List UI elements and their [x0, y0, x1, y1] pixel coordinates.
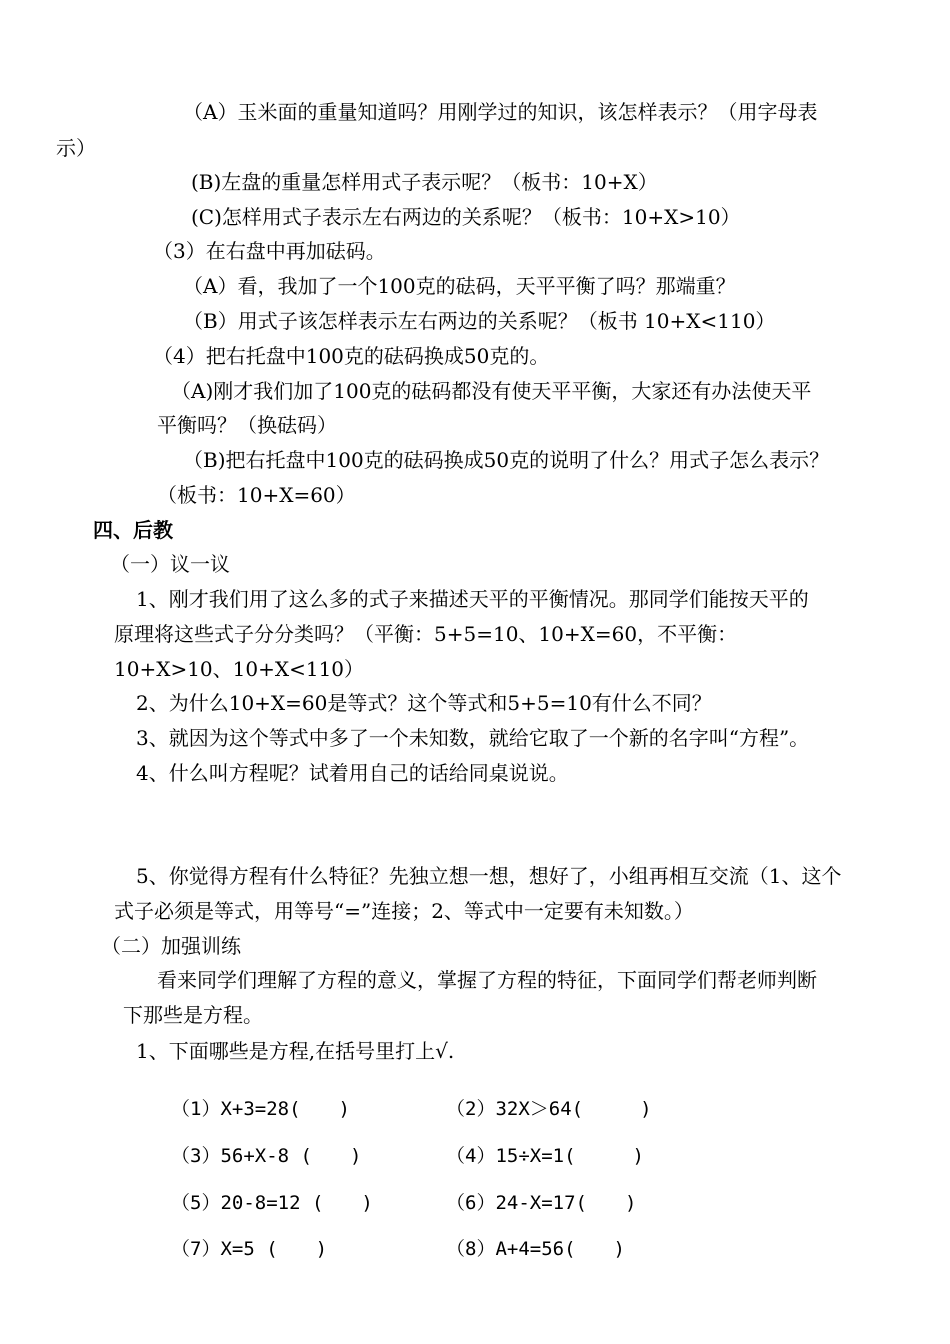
exercise-instruction: 1、下面哪些是方程,在括号里打上√.: [136, 1039, 455, 1063]
exercise-item: （5）20-8=12 ( ): [171, 1192, 373, 1214]
exercise-item: （1）X+3=28( ): [171, 1098, 350, 1120]
exercise-item: （6）24-X=17( ): [446, 1192, 637, 1214]
text-line: （A)刚才我们加了100克的砝码都没有使天平平衡，大家还有办法使天平: [171, 379, 812, 403]
section-heading: 四、后教: [93, 518, 173, 542]
exercise-item: （3）56+X-8 ( ): [171, 1145, 362, 1167]
text-line: 10+X>10、10+X<110）: [114, 657, 365, 681]
subsection-heading: （二）加强训练: [101, 934, 241, 958]
text-line: （4）把右托盘中100克的砝码换成50克的。: [153, 344, 550, 368]
exercise-item: （4）15÷X=1( ): [446, 1145, 644, 1167]
subsection-heading: （一）议一议: [110, 552, 230, 576]
text-line: （板书：10+X=60）: [157, 483, 356, 507]
text-line: 式子必须是等式，用等号“=”连接；2、等式中一定要有未知数。）: [114, 899, 694, 923]
text-line: 2、为什么10+X=60是等式？这个等式和5+5=10有什么不同？: [136, 691, 712, 715]
text-line: 下那些是方程。: [123, 1003, 263, 1027]
text-line: 5、你觉得方程有什么特征？先独立想一想，想好了，小组再相互交流（1、这个: [136, 864, 842, 888]
text-line: 4、什么叫方程呢？试着用自己的话给同桌说说。: [136, 761, 569, 785]
text-line: 1、刚才我们用了这么多的式子来描述天平的平衡情况。那同学们能按天平的: [136, 587, 809, 611]
text-line: 示）: [56, 136, 96, 160]
text-line: 原理将这些式子分分类吗？（平衡：5+5=10、10+X=60，不平衡：: [114, 622, 738, 646]
text-line: 看来同学们理解了方程的意义，掌握了方程的特征，下面同学们帮老师判断: [157, 968, 817, 992]
text-line: （A）玉米面的重量知道吗？用刚学过的知识，该怎样表示？（用字母表: [183, 100, 818, 124]
text-line: （A）看，我加了一个100克的砝码，天平平衡了吗？那端重？: [183, 274, 736, 298]
text-line: 平衡吗？（换砝码）: [157, 413, 337, 437]
exercise-item: （2）32X＞64( ): [446, 1098, 652, 1120]
text-line: 3、就因为这个等式中多了一个未知数，就给它取了一个新的名字叫“方程”。: [136, 726, 810, 750]
text-line: （B）用式子该怎样表示左右两边的关系呢？（板书 10+X<110）: [183, 309, 776, 333]
text-line: (B)左盘的重量怎样用式子表示呢？（板书：10+X）: [191, 170, 658, 194]
text-line: （3）在右盘中再加砝码。: [153, 239, 386, 263]
exercise-item: （8）A+4=56( ): [446, 1238, 625, 1260]
text-line: （B)把右托盘中100克的砝码换成50克的说明了什么？用式子怎么表示？: [183, 448, 830, 472]
text-line: (C)怎样用式子表示左右两边的关系呢？（板书：10+X>10）: [191, 205, 741, 229]
exercise-item: （7）X=5 ( ): [171, 1238, 328, 1260]
